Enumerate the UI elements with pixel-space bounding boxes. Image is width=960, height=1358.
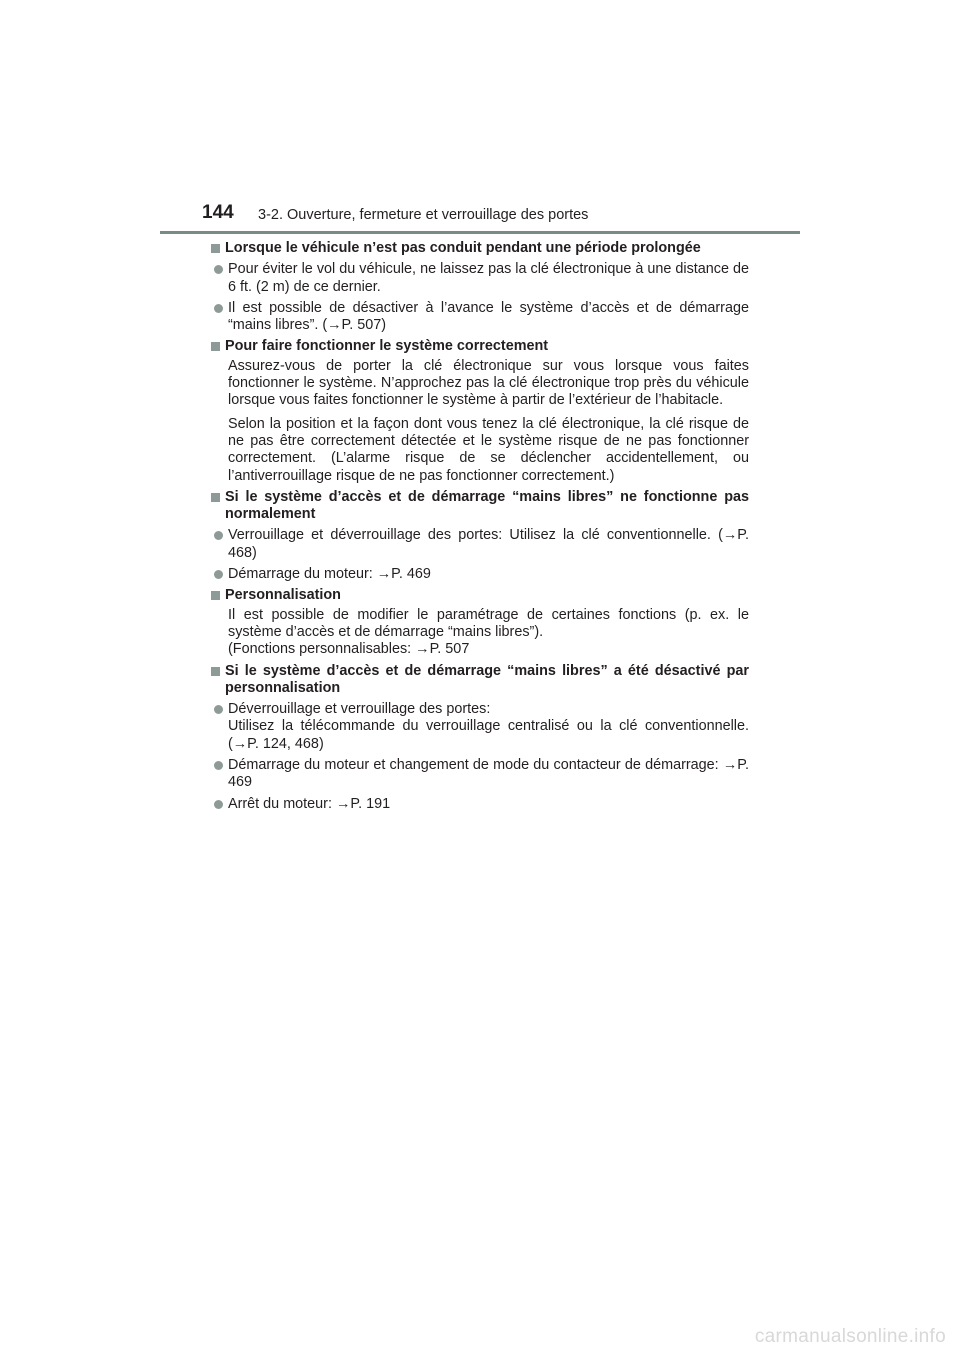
list-item-text: Verrouillage et déverrouillage des portes: Utilisez la clé conventionnelle. (→P. 468) xyxy=(228,527,749,561)
paragraph: Selon la position et la façon dont vous tenez la clé électronique, la clé risque de ne pas être correctement détectée et le système risque de ne pas fonctionner correctement. (L’alarme risque de se déclencher accidentellement, ou l’antiverrouillage risque de ne pas fonctionner correctement.) xyxy=(228,415,749,484)
list-item-text: Démarrage du moteur et changement de mode du contacteur de démarrage: →P. 469 xyxy=(228,757,749,791)
section-long-term-parking xyxy=(211,240,749,334)
round-bullet-icon xyxy=(214,265,223,274)
section-disabled-by-personalisation xyxy=(211,663,749,813)
list-item xyxy=(211,701,749,753)
list-item-line: Déverrouillage et verrouillage des portes: xyxy=(228,701,491,718)
square-bullet-icon xyxy=(211,342,220,351)
paragraph-line: Il est possible de modifier le paramétrage de certaines fonctions (p. ex. le système d’accès et de démarrage “mains libres”). xyxy=(228,606,749,640)
section-title: 3-2. Ouverture, fermeture et verrouillage des portes xyxy=(258,207,589,223)
section-personnalisation xyxy=(211,587,749,658)
square-bullet-icon xyxy=(211,244,220,253)
list-item xyxy=(211,261,749,296)
round-bullet-icon xyxy=(214,304,223,313)
square-bullet-icon xyxy=(211,667,220,676)
list-item-text: Démarrage du moteur: →P. 469 xyxy=(228,566,431,583)
list-item xyxy=(211,757,749,792)
list-item-text: Pour éviter le vol du véhicule, ne laissez pas la clé électronique à une distance de 6 ft. (2 m) de ce dernier. xyxy=(228,261,749,295)
heading-text: Si le système d’accès et de démarrage “mains libres” ne fonctionne pas normalement xyxy=(225,488,749,523)
round-bullet-icon xyxy=(214,531,223,540)
page-header xyxy=(0,0,960,240)
section-heading xyxy=(211,663,749,698)
list-item xyxy=(211,566,749,583)
page-number: 144 xyxy=(202,202,234,223)
round-bullet-icon xyxy=(214,705,223,714)
paragraph-line: (Fonctions personnalisables: →P. 507 xyxy=(228,641,470,658)
section-heading xyxy=(211,338,749,355)
paragraph xyxy=(228,607,749,659)
paragraph: Assurez-vous de porter la clé électronique sur vous lorsque vous faites fonctionner le système. N’approchez pas la clé électronique trop près du véhicule lorsque vous faites fonctionner le système à partir de l’extérieur de l’habitacle. xyxy=(228,357,749,409)
section-heading xyxy=(211,489,749,524)
round-bullet-icon xyxy=(214,570,223,579)
heading-text: Lorsque le véhicule n’est pas conduit pendant une période prolongée xyxy=(225,240,701,256)
section-not-working xyxy=(211,489,749,583)
round-bullet-icon xyxy=(214,761,223,770)
header-rule xyxy=(160,231,800,234)
section-heading xyxy=(211,587,749,604)
list-item-text: Il est possible de désactiver à l’avance le système d’accès et de démarrage “mains libres”. (→P. 507) xyxy=(228,299,749,334)
round-bullet-icon xyxy=(214,800,223,809)
list-item-text: Arrêt du moteur: →P. 191 xyxy=(228,795,391,812)
heading-text: Personnalisation xyxy=(225,587,341,604)
watermark: carmanualsonline.info xyxy=(754,1326,946,1347)
list-item xyxy=(211,300,749,335)
page-content xyxy=(211,240,749,817)
heading-text: Si le système d’accès et de démarrage “mains libres” a été désactivé par personnalisation xyxy=(225,662,749,696)
square-bullet-icon xyxy=(211,591,220,600)
list-item xyxy=(211,796,749,813)
section-heading xyxy=(211,240,749,257)
list-item xyxy=(211,527,749,562)
square-bullet-icon xyxy=(211,493,220,502)
heading-text: Pour faire fonctionner le système correctement xyxy=(225,338,549,355)
list-item-text xyxy=(228,701,749,753)
section-operate-correctly xyxy=(211,338,749,484)
list-item-line: Utilisez la télécommande du verrouillage centralisé ou la clé conventionnelle. (→P. 124, 468) xyxy=(228,718,749,752)
